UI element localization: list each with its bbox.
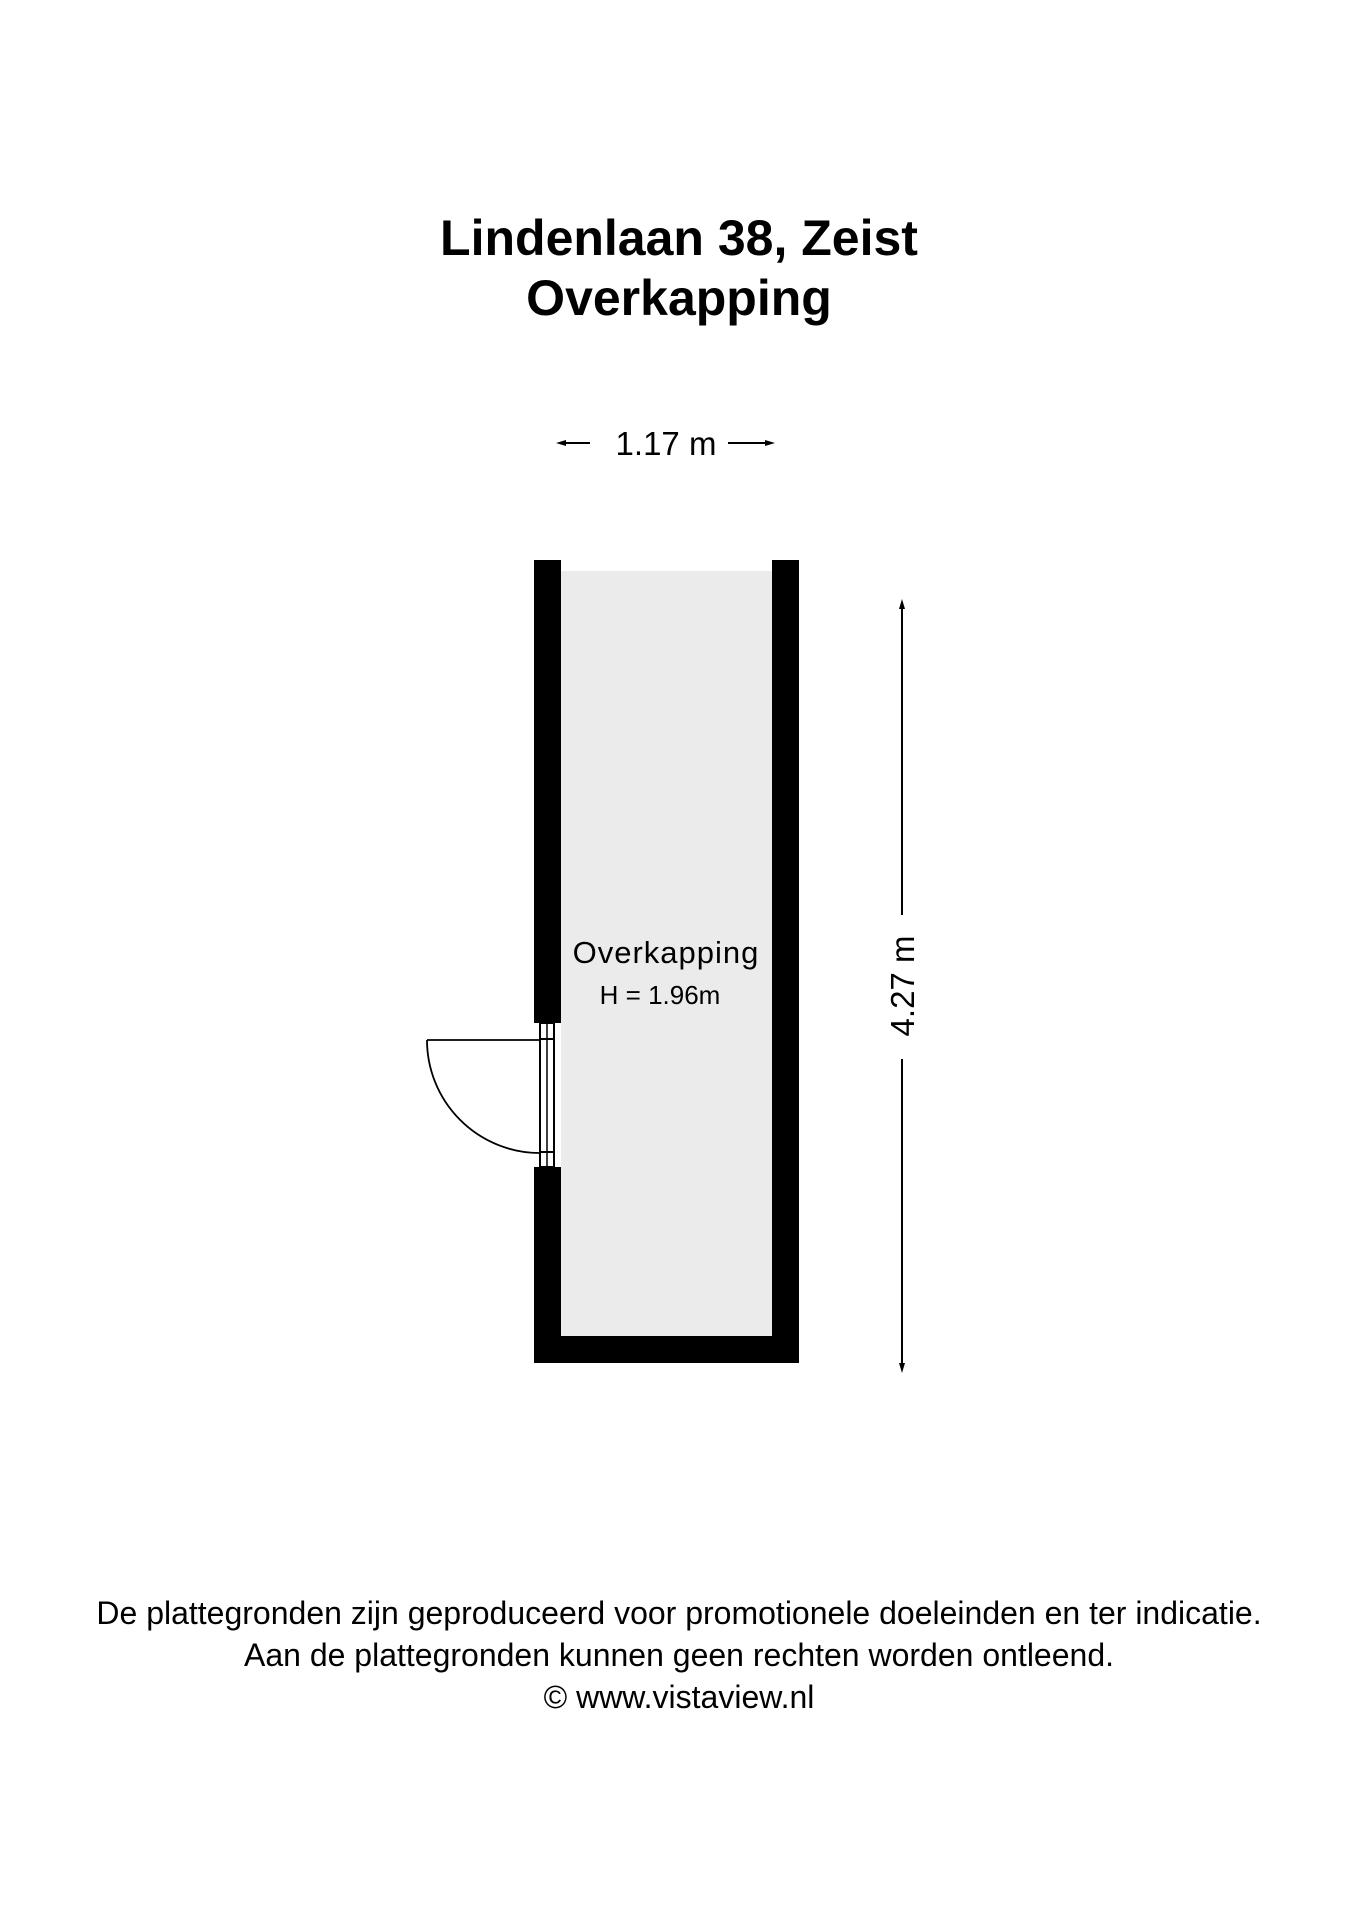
left-wall-upper [534,560,561,1023]
disclaimer-line-2: Aan de plattegronden kunnen geen rechten worden ontleend. [243,1637,1114,1673]
plan-floor-title: Overkapping [526,270,832,326]
copyright-line: © www.vistaview.nl [543,1679,815,1715]
bottom-wall [534,1336,799,1363]
plan-address-title: Lindenlaan 38, Zeist [440,210,918,266]
door [427,1023,554,1167]
disclaimer-line-1: De plattegronden zijn geproduceerd voor promotionele doeleinden en ter indicatie. [96,1595,1262,1631]
door-swing-arc [427,1040,540,1153]
width-dimension [561,425,770,462]
right-wall [772,560,799,1363]
width-dimension-label: 1.17 m [615,425,717,462]
left-wall-lower [534,1167,561,1363]
length-dimension [884,604,921,1368]
room-name-label: Overkapping [572,935,760,970]
room-height-label: H = 1.96m [599,980,721,1010]
length-dimension-label: 4.27 m [884,935,921,1037]
